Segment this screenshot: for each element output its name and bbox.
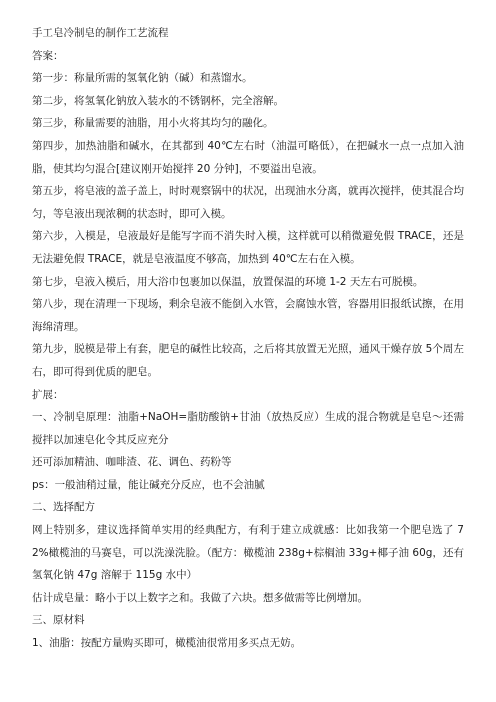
section-1-additives: 还可添加精油、咖啡渣、花、调色、药粉等 [32,456,232,469]
section-2-yield: 估计成皂量：略小于以上数字之和。我做了六块。想多做需等比例增加。 [32,591,368,604]
step-9: 第九步，脱模是带上有套，肥皂的碱性比较高，之后将其放置无光照，通风干燥存放 5个周左右，即可得到优质的肥皂。 [32,343,464,378]
document-body [32,22,464,655]
extension-label: 扩展： [32,388,64,401]
step-7: 第七步，皂液入模后，用大浴巾包裹加以保温，放置保温的环境 1-2 天左右可脱模。 [32,275,424,288]
section-3-heading: 三、原材料 [32,614,85,627]
section-3-item-1: 1、油脂：按配方量购买即可，橄榄油很常用多买点无妨。 [32,637,302,650]
section-1-note: ps：一般油稍过量，能让碱充分反应，也不会油腻 [32,478,265,491]
step-1: 第一步：称量所需的氢氧化钠（碱）和蒸馏水。 [32,72,253,85]
answer-label: 答案： [32,49,64,62]
step-8: 第八步，现在清理一下现场，剩余皂液不能倒入水管，会腐蚀水管，容器用旧报纸试擦，在用海绵清理。 [32,298,464,333]
section-1-principle: 一、冷制皂原理：油脂+NaOH=脂肪酸钠+甘油（放热反应）生成的混合物就是皂皂～还需搅拌以加速皂化令其反应充分 [32,411,464,446]
document-title: 手工皂冷制皂的制作工艺流程 [32,27,169,39]
step-4: 第四步，加热油脂和碱水，在其都到 40℃左右时（油温可略低），在把碱水一点一点加入油脂，使其均匀混合[建议刚开始搅拌 20 分钟]，不要溢出皂液。 [32,139,464,175]
section-2-heading: 二、选择配方 [32,501,95,514]
step-2: 第二步，将氢氧化钠放入装水的不锈钢杯，完全溶解。 [32,94,284,107]
section-2-recipe: 网上特别多，建议选择简单实用的经典配方，有利于建立成就感：比如我第一个肥皂选了 72%橄榄油的马赛皂，可以洗澡洗脸。（配方：橄榄油 238g+棕榈油 33g+椰子油 60g，还有氢氧化钠 47g 溶解于 115g 水中） [32,524,464,582]
step-6: 第六步，入模是，皂液最好是能写字而不消失时入模，这样就可以稍微避免假 TRACE，还是无法避免假 TRACE，就是皂液温度不够高，加热到 40℃左右在入模。 [32,230,464,265]
step-5: 第五步，将皂液的盖子盖上，时时观察锅中的状况，出现油水分离，就再次搅拌，使其混合均匀，等皂液出现浓稠的状态时，即可入模。 [32,185,464,220]
step-3: 第三步，称量需要的油脂，用小火将其均匀的融化。 [32,117,274,130]
